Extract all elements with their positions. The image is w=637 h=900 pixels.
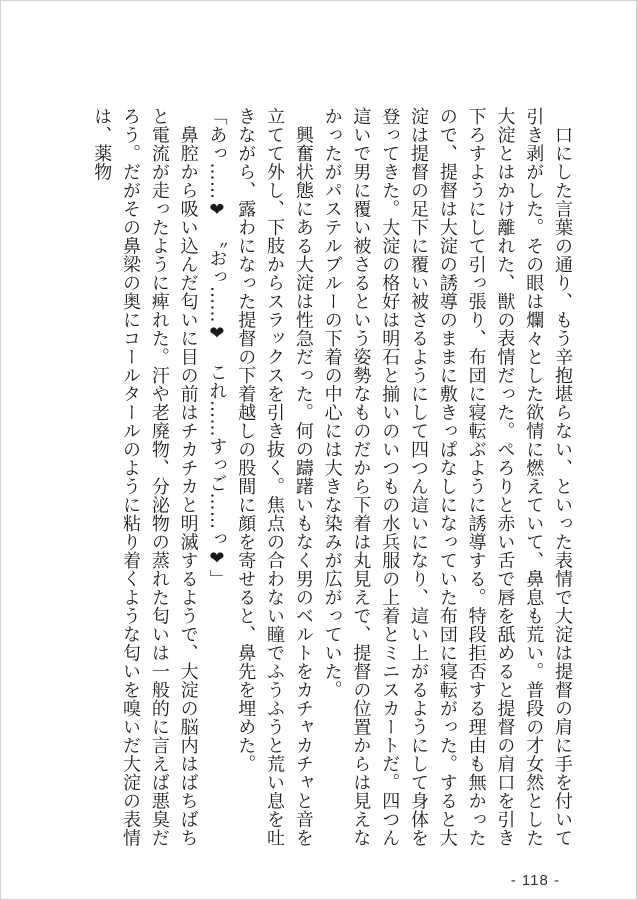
paragraph-1: 口にした言葉の通り、もう辛抱堪らない、といった表情で大淀は提督の肩に手を付いて引き剥がした。その眼は爛々とした欲情に燃えていて、鼻息も荒い。普段の才女然とした大淀とはかけ離れた、獣の表情だった。ぺろりと赤い舌で唇を舐めると提督の肩口を引き下ろすようにして引っ張り、布団に寝転ぶように誘導する。特段拒否する理由も無かったので、提督は大淀の誘導のままに敷きっぱなしになっていた布団に寝転がった。すると大淀は提督の足下に覆い被さるようにして四つん這いになり、這い上がるようにして身体を登ってきた。大淀の格好は明石と揃いのいつもの水兵服の上着とミニスカートだ。四つん這いで男に覆い被さるという姿勢なものだから下着は丸見えで、提督の位置からは見えなかったがパステルブルーの下着の中心には大きな染みが広がっていた。 bbox=[321, 107, 573, 847]
paragraph-3: 鼻腔から吸い込んだ匂いに目の前はチカチカと明滅するようで、大淀の脳内はばちばちと電流が走ったように痺れた。汗や老廃物、分泌物の蒸れた匂いは一般的に言えば悪臭だろう。だがその鼻梁の奥にコールタールのように粘り着くような匂いを嗅いだ大淀の表情は、薬物 bbox=[91, 107, 199, 847]
paragraph-2: 興奮状態にある大淀は性急だった。何の躊躇いもなく男のベルトをカチャカチャと音を立てて外し、下肢からスラックスを引き抜く。焦点の合わない瞳でふうふうと荒い息を吐きながら、露わになった提督の下着越しの股間に顔を寄せると、鼻先を埋めた。 bbox=[235, 107, 314, 847]
dialogue-line: 「あっ……❤ 〝おっ……❤ これ……すっご……っ❤」 bbox=[206, 107, 228, 588]
page-number: - 118 - bbox=[510, 872, 560, 889]
vertical-text-body bbox=[56, 107, 576, 863]
